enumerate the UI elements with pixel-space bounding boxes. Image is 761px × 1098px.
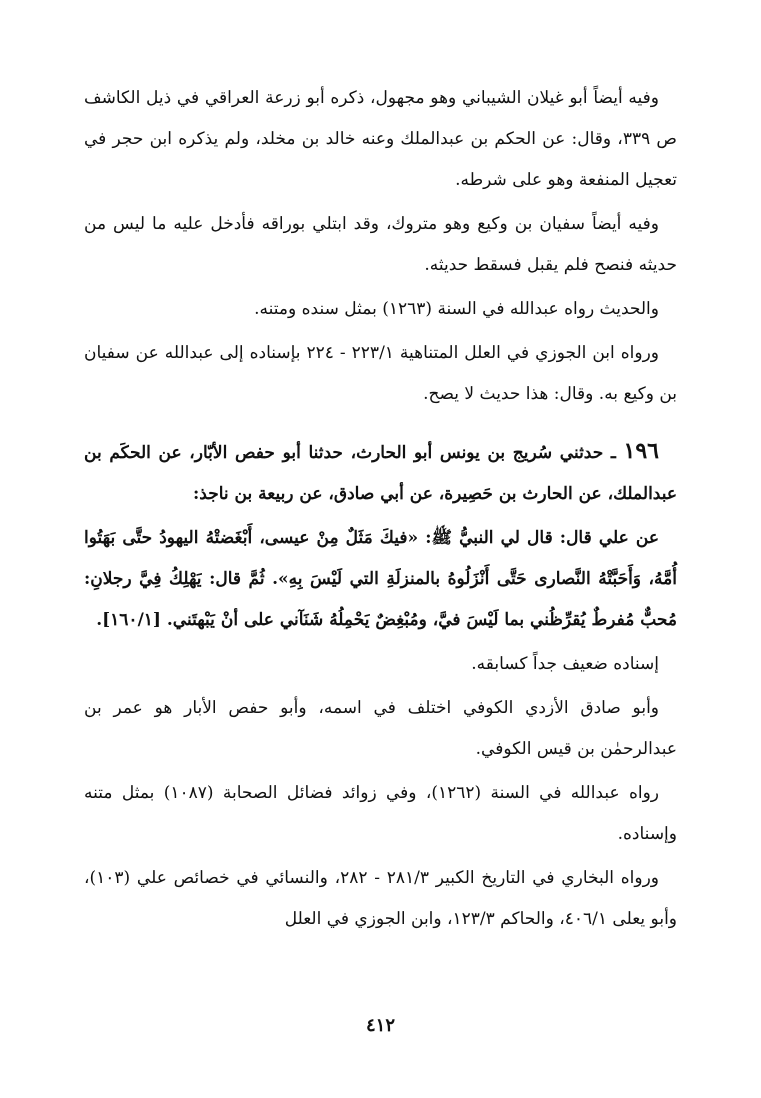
paragraph-commentary-2: وفيه أيضاً سفيان بن وكيع وهو متروك، وقد ابتلي بوراقه فأدخل عليه ما ليس من حديثه فنصح فلم يقبل فسقط حديثه. xyxy=(84,214,677,275)
hadith-isnad xyxy=(84,431,677,515)
hadith-dash: ـ xyxy=(610,443,616,463)
note-takhrij-2: ورواه البخاري في التاريخ الكبير ٢٨١/٣ - ٢٨٢، والنسائي في خصائص علي (١٠٣)، وأبو يعلى ٤٠٦/١، والحاكم ١٢٣/٣، وابن الجوزي في العلل xyxy=(84,868,677,929)
note-grading: إسناده ضعيف جداً كسابقه. xyxy=(471,654,659,674)
hadith-matn: عن علي قال: قال لي النبيُّ ﷺ: «فيكَ مَثَلٌ مِنْ عيسى، أَبْغَضتْهُ اليهودُ حتَّى بَهَتُوا أُمَّهُ، وَأَحَبَّتْهُ النَّصارى حَتَّى أَنْزَلُوهُ بالمنزلَةِ التي لَيْسَ بِهِ». ثُمَّ قال: يَهْلِكُ فِيَّ رجلانِ: مُحبٌّ مُفرطٌ يُقرِّظُني بما لَيْسَ فيَّ، ومُبْغِضٌ يَحْمِلُهُ شَنَآني على أنْ يَبْهتَني. [١٦٠/١]. xyxy=(84,528,677,630)
paragraph-commentary-3: والحديث رواه عبدالله في السنة (١٢٦٣) بمثل سنده ومتنه. xyxy=(254,299,659,319)
note-narrators: وأبو صادق الأزدي الكوفي اختلف في اسمه، وأبو حفص الأبار هو عمر بن عبدالرحمٰن بن قيس الكوفي. xyxy=(84,698,677,759)
note-takhrij-1: رواه عبدالله في السنة (١٢٦٢)، وفي زوائد فضائل الصحابة (١٠٨٧) بمثل متنه وإسناده. xyxy=(84,783,677,844)
paragraph-commentary-4: ورواه ابن الجوزي في العلل المتناهية ٢٢٣/١ - ٢٢٤ بإسناده إلى عبدالله عن سفيان بن وكيع به. وقال: هذا حديث لا يصح. xyxy=(84,343,677,404)
hadith-isnad-text: حدثني سُريج بن يونس أبو الحارث، حدثنا أبو حفص الأبّار، عن الحكَم بن عبدالملك، عن الحارث بن حَصِيرة، عن أبي صادق، عن ربيعة بن ناجذ: xyxy=(84,443,677,504)
hadith-number: ١٩٦ xyxy=(623,438,659,464)
paragraph-commentary-1: وفيه أيضاً أبو غيلان الشيباني وهو مجهول، ذكره أبو زرعة العراقي في ذيل الكاشف ص ٣٣٩، وقال: عن الحكم بن عبدالملك وعنه خالد بن مخلد، ولم يذكره ابن حجر في تعجيل المنفعة وهو على شرطه. xyxy=(84,88,677,190)
page-number: ٤١٢ xyxy=(365,1015,395,1036)
section-spacer xyxy=(84,415,677,431)
